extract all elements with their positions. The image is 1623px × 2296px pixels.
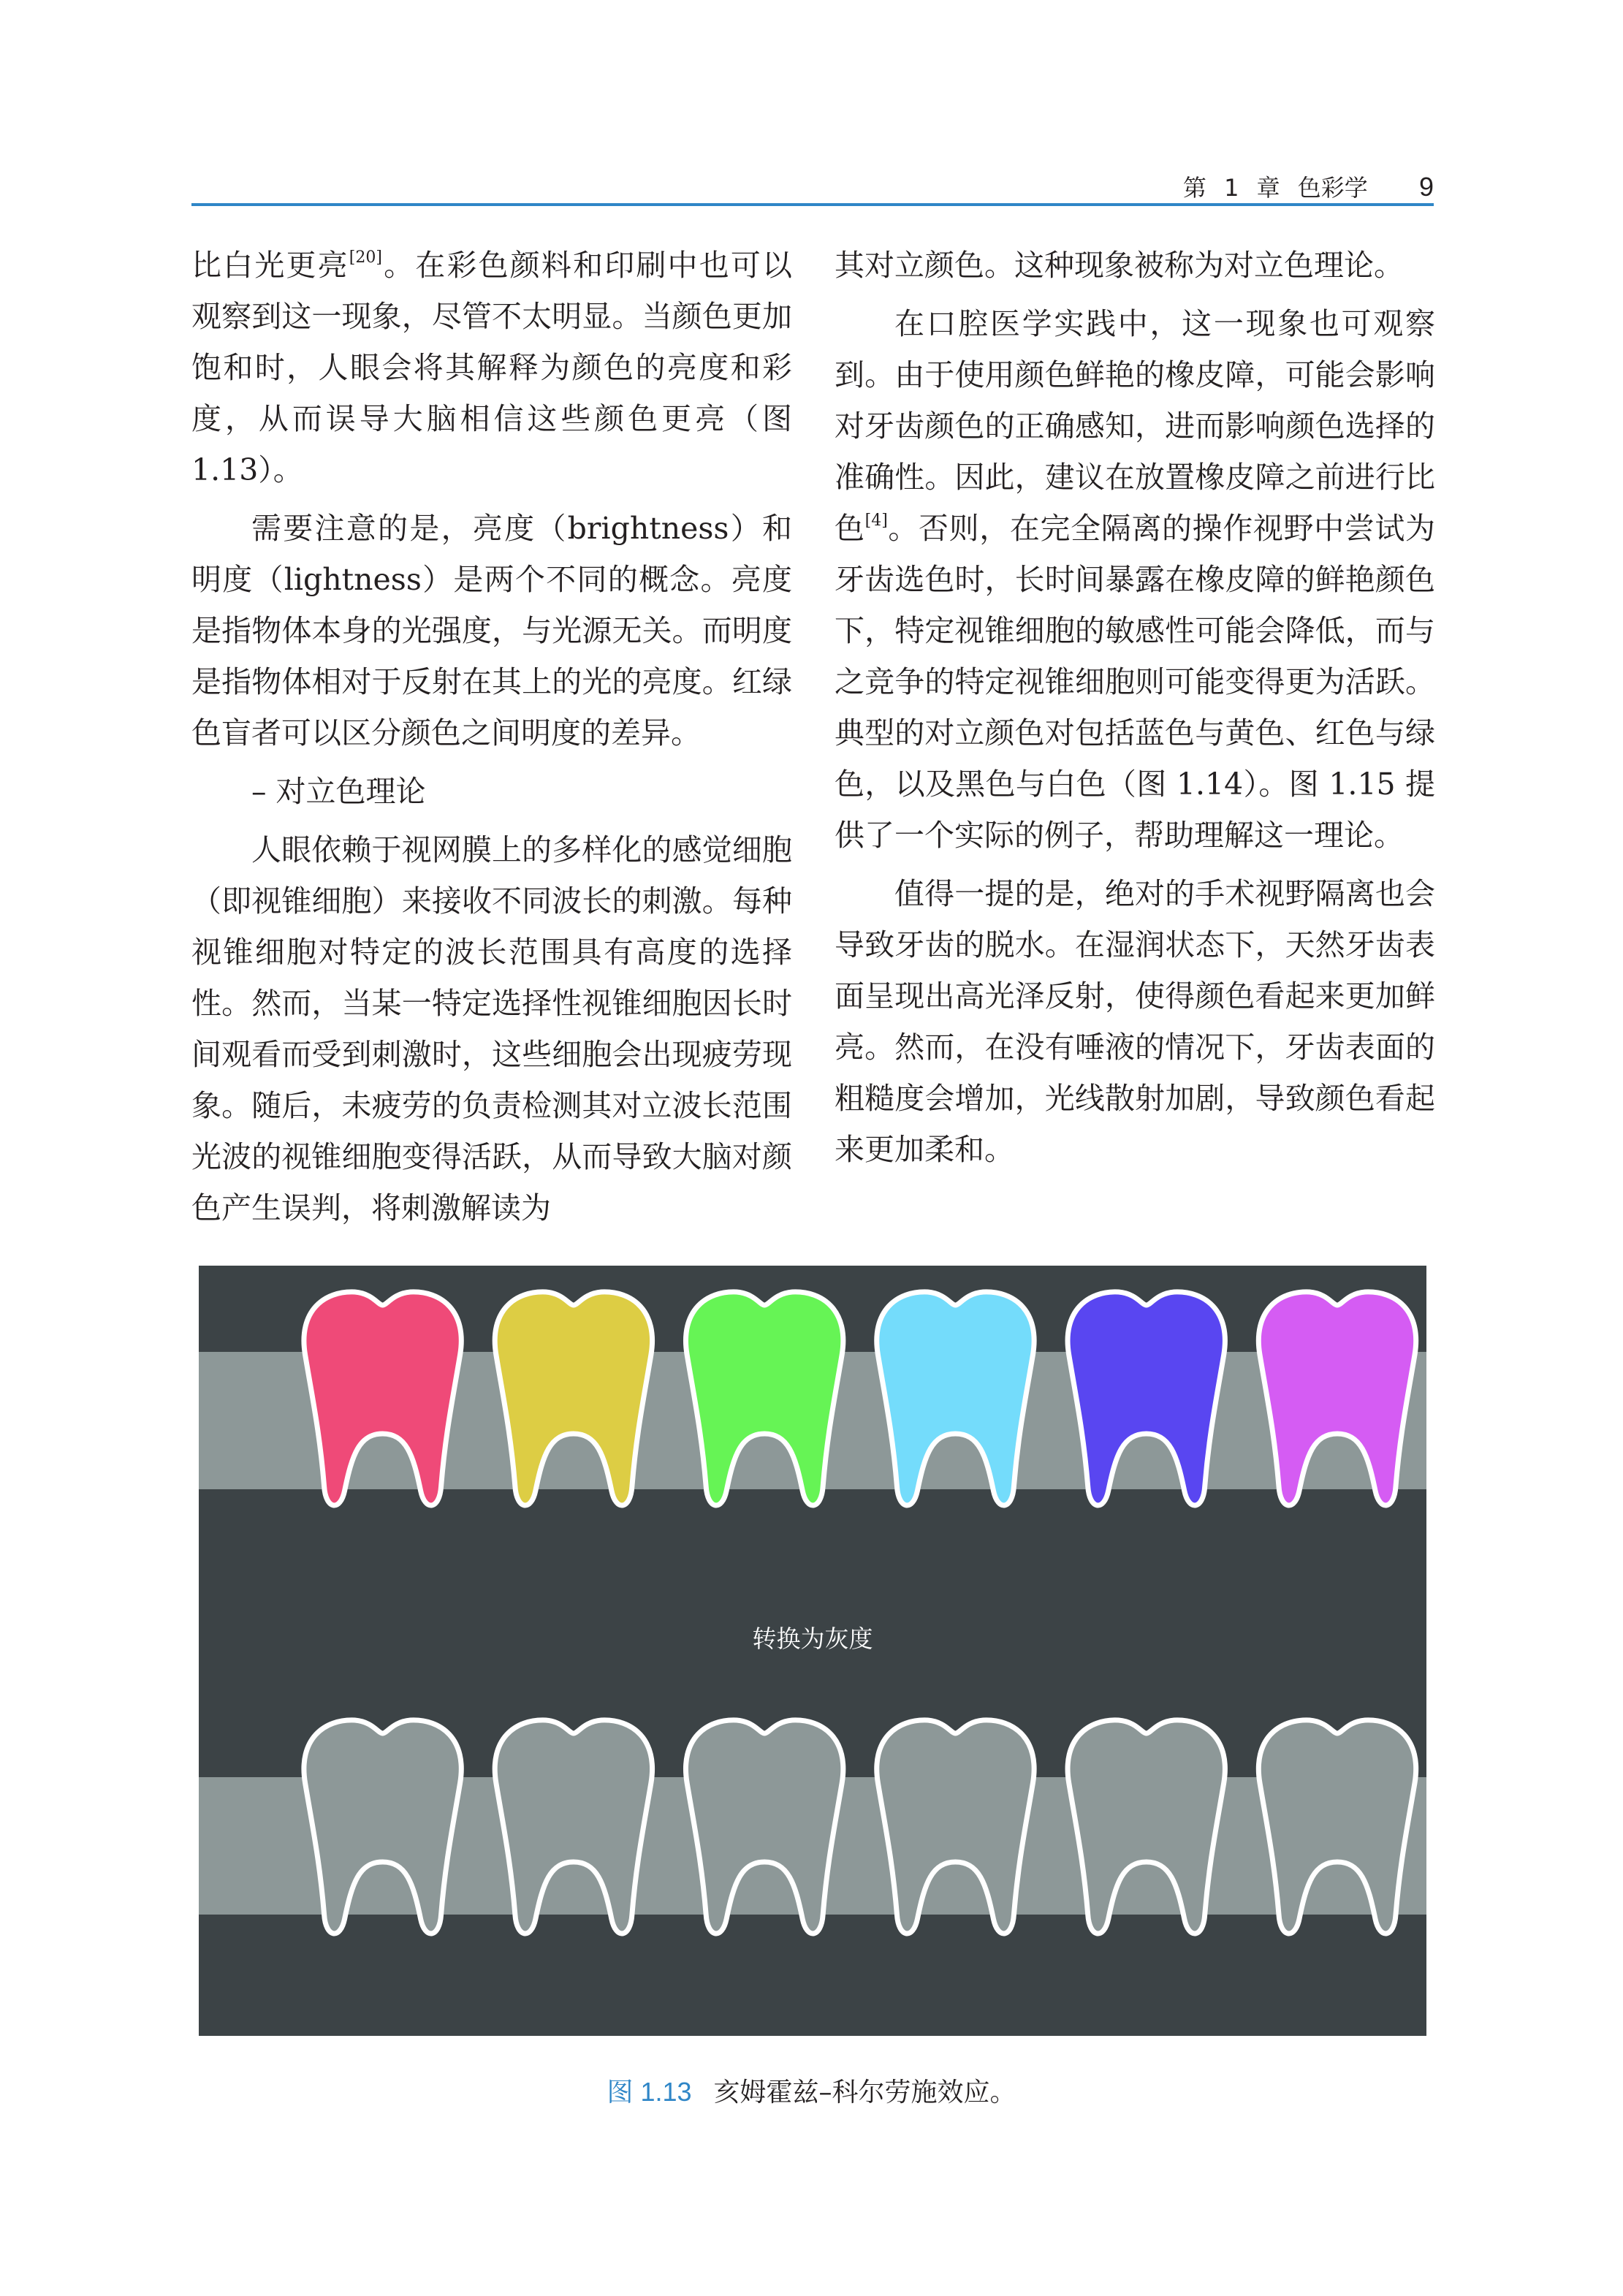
- figure-caption: [0, 2072, 1623, 2109]
- figure-image: [199, 1266, 1426, 2036]
- paragraph: 人眼依赖于视网膜上的多样化的感觉细胞（即视锥细胞）来接收不同波长的刺激。每种视锥细胞对特定的波长范围具有高度的选择性。然而，当某一特定选择性视锥细胞因长时间观看而受到刺激时，这些细胞会出现疲劳现象。随后，未疲劳的负责检测其对立波长范围光波的视锥细胞变得活跃，从而导致大脑对颜色产生误判，将刺激解读为: [191, 832, 792, 1225]
- section-heading: – 对立色理论: [251, 774, 426, 809]
- paragraph-text: 。在彩色颜料和印刷中也可以观察到这一现象，尽管不太明显。当颜色更加饱和时，人眼会将其解释为颜色的亮度和彩度，从而误导大脑相信这些颜色更亮（图 1.13）。: [191, 248, 793, 487]
- paragraph: [835, 298, 1435, 861]
- paragraph: 需要注意的是，亮度（brightness）和明度（lightness）是两个不同的概念。亮度是指物体本身的光强度，与光源无关。而明度是指物体相对于反射在其上的光的亮度。红绿色盲者可以区分颜色之间明度的差异。: [191, 511, 792, 750]
- citation-ref: [20]: [349, 248, 382, 267]
- figure-teeth-grayscale: [199, 1266, 1426, 2036]
- grayscale-label: 转换为灰度: [752, 1624, 873, 1653]
- figure-number: 图 1.13: [607, 2077, 692, 2107]
- paragraph: [191, 240, 792, 495]
- right-column: [835, 240, 1435, 1182]
- page-header: [191, 162, 1434, 206]
- page-number: 9: [1418, 172, 1434, 202]
- left-column: [191, 240, 792, 1241]
- paragraph-text: 比白光更亮: [191, 248, 349, 283]
- running-head: [1183, 170, 1434, 203]
- paragraph: 值得一提的是，绝对的手术视野隔离也会导致牙齿的脱水。在湿润状态下，天然牙齿表面呈现出高光泽反射，使得颜色看起来更加鲜亮。然而，在没有唾液的情况下，牙齿表面的粗糙度会增加，光线散射加剧，导致颜色看起来更加柔和。: [835, 876, 1435, 1167]
- caption-text: 亥姆霍兹–科尔劳施效应。: [713, 2078, 1016, 2107]
- section-title: 色彩学: [1297, 174, 1368, 202]
- paragraph: 其对立颜色。这种现象被称为对立色理论。: [835, 248, 1404, 283]
- paragraph-text: 。否则，在完全隔离的操作视野中尝试为牙齿选色时，长时间暴露在橡皮障的鲜艳颜色下，特定视锥细胞的敏感性可能会降低，而与之竞争的特定视锥细胞则可能变得更为活跃。典型的对立颜色对包括蓝色与黄色、红色与绿色，以及黑色与白色（图 1.14）。图 1.15 提供了一个实际的例子，帮助理解这一理论。: [835, 511, 1436, 853]
- paragraph-text: 在口腔医学实践中，这一现象也可观察到。由于使用颜色鲜艳的橡皮障，可能会影响对牙齿颜色的正确感知，进而影响颜色选择的准确性。因此，建议在放置橡皮障之前进行比色: [835, 306, 1435, 546]
- chapter-label: 第 1 章: [1182, 174, 1280, 202]
- citation-ref: [4]: [864, 512, 888, 530]
